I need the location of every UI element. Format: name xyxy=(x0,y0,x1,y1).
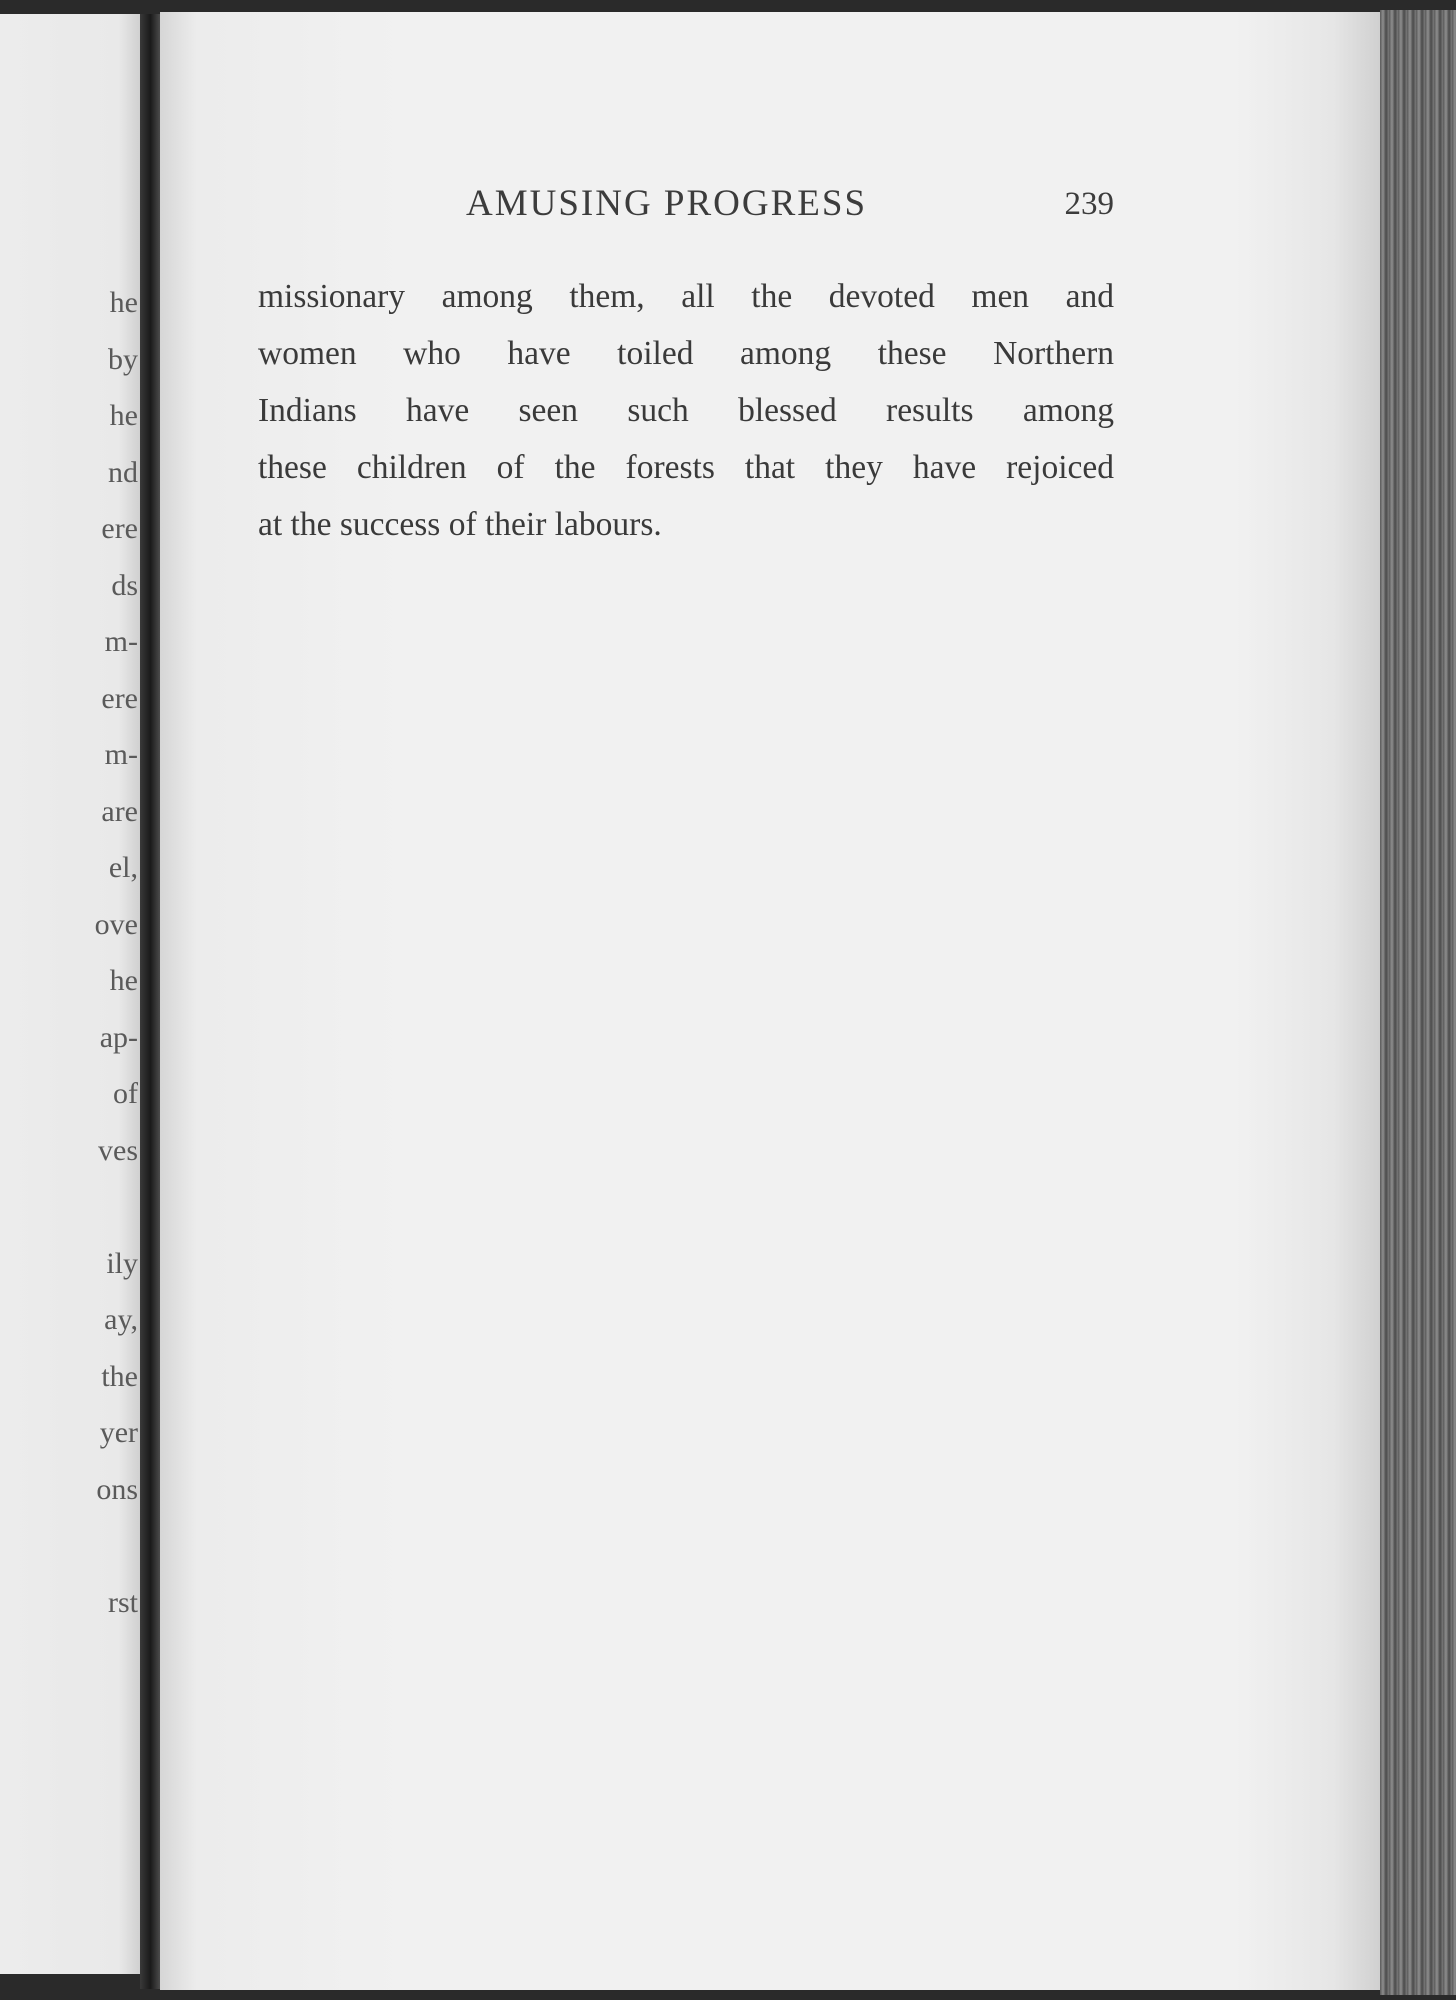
text-line: Indians have seen such blessed results among xyxy=(258,392,1114,429)
body-text xyxy=(258,268,1114,553)
page-number: 239 xyxy=(1064,186,1114,222)
verso-line-fragment: ily xyxy=(106,1246,138,1280)
verso-line-fragment: el, xyxy=(108,851,138,884)
verso-line-fragment: of xyxy=(113,1077,138,1110)
left-page-fragment xyxy=(0,14,148,1974)
verso-line-fragment: ds xyxy=(111,568,138,602)
verso-line-fragment: by xyxy=(108,342,138,376)
verso-line-fragment: ons xyxy=(96,1472,138,1506)
text-line: missionary among them, all the devoted men and xyxy=(258,278,1114,315)
running-title: AMUSING PROGRESS xyxy=(466,183,868,224)
text-line: these children of the forests that they have rejoiced xyxy=(258,449,1114,486)
verso-line-fragment: ap- xyxy=(99,1020,138,1054)
verso-line-fragment: the xyxy=(101,1359,138,1393)
verso-line-fragment: ay, xyxy=(104,1303,138,1336)
verso-line-fragment: he xyxy=(109,964,138,997)
verso-line-fragment: he xyxy=(109,399,138,432)
verso-line-fragment: he xyxy=(109,286,138,319)
verso-line-fragment: m- xyxy=(104,738,138,771)
verso-line-fragment: ove xyxy=(94,907,138,941)
verso-line-fragment: rst xyxy=(108,1585,138,1619)
verso-line-fragment: yer xyxy=(99,1416,138,1449)
page-edges xyxy=(1380,10,1456,1995)
verso-line-fragment: m- xyxy=(104,625,138,658)
verso-line-fragment: ere xyxy=(101,512,138,545)
text-line: women who have toiled among these Northern xyxy=(258,335,1114,372)
verso-line-fragment: ere xyxy=(101,681,138,715)
text-line: at the success of their labours. xyxy=(258,506,662,543)
verso-line-fragment: ves xyxy=(98,1133,138,1167)
running-head xyxy=(258,182,1114,232)
verso-line-fragment: are xyxy=(101,794,138,828)
verso-line-fragment: nd xyxy=(108,455,138,489)
